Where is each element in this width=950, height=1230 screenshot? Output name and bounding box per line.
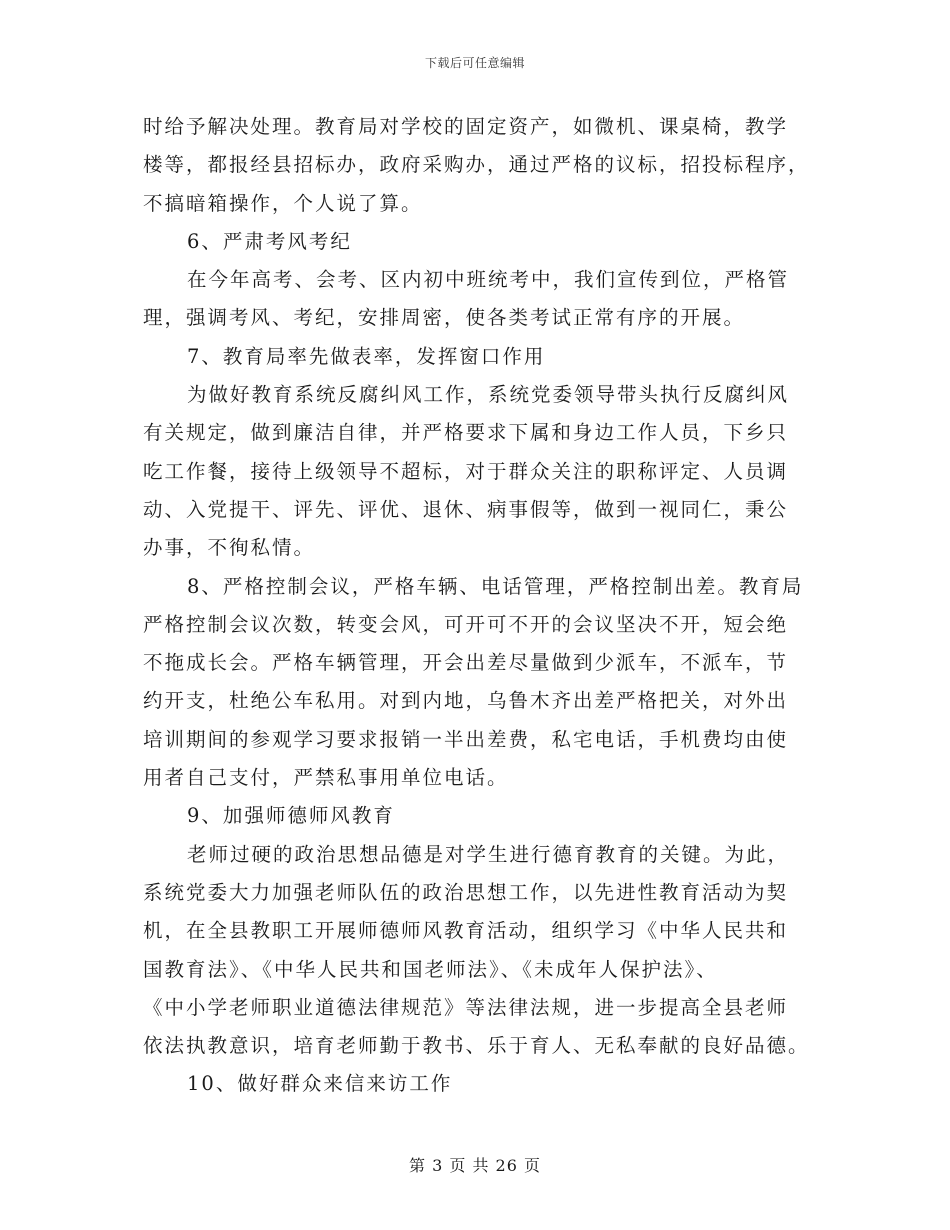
text-line: 依法执教意识，培育老师勤于教书、乐于育人、无私奉献的良好品德。 [143,1034,810,1058]
header-note: 下载后可任意编辑 [424,56,525,70]
text-line: 7、教育局率先做表率，发挥窗口作用 [187,344,546,368]
text-line: 时给予解决处理。教育局对学校的固定资产，如微机、课桌椅，教学 [143,115,789,138]
text-line: 不搞暗箱操作，个人说了算。 [143,191,423,215]
text-line: 老师过硬的政治思想品德是对学生进行德育教育的关键。为此， [187,842,790,866]
text-line: 严格控制会议次数，转变会风，可开可不开的会议坚决不开，短会绝 [143,612,789,636]
text-line: 6、严肃考风考纪 [187,229,352,253]
text-line: 吃工作餐，接待上级领导不超标，对于群众关注的职称评定、人员调 [143,459,789,483]
text-line: 有关规定，做到廉洁自律，并严格要求下属和身边工作人员，下乡只 [143,421,789,445]
text-line: 10、做好群众来信来访工作 [187,1072,453,1096]
text-line: 8、严格控制会议，严格车辆、电话管理，严格控制出差。教育局 [187,574,804,598]
text-line: 系统党委大力加强老师队伍的政治思想工作，以先进性教育活动为契 [143,880,789,904]
text-line: 办事，不徇私情。 [143,536,316,560]
text-line: 楼等，都报经县招标办，政府采购办，通过严格的议标，招投标程序， [143,153,810,177]
text-line: 不拖成长会。严格车辆管理，开会出差尽量做到少派车，不派车，节 [143,651,789,675]
text-line: 在今年高考、会考、区内初中班统考中，我们宣传到位，严格管 [187,268,790,292]
text-line: 机，在全县教职工开展师德师风教育活动，组织学习《中华人民共和 [143,919,789,943]
text-line: 《中小学老师职业道德法律规范》等法律法规，进一步提高全县老师 [143,995,789,1019]
text-line: 约开支，杜绝公车私用。对到内地，乌鲁木齐出差严格把关，对外出 [143,689,789,713]
text-line: 国教育法》、《中华人民共和国老师法》、《未成年人保护法》、 [143,957,718,981]
text-line: 用者自己支付，严禁私事用单位电话。 [143,766,509,790]
text-line: 为做好教育系统反腐纠风工作，系统党委领导带头执行反腐纠风 [187,383,790,407]
text-line: 培训期间的参观学习要求报销一半出差费，私宅电话，手机费均由使 [143,727,789,751]
document-body [143,108,811,1104]
text-line: 9、加强师德师风教育 [187,804,395,828]
text-line: 理，强调考风、考纪，安排周密，使各类考试正常有序的开展。 [143,306,746,330]
page-number-footer: 第 3 页 共 26 页 [409,1156,541,1175]
text-line: 动、入党提干、评先、评优、退休、病事假等，做到一视同仁，秉公 [143,497,789,521]
